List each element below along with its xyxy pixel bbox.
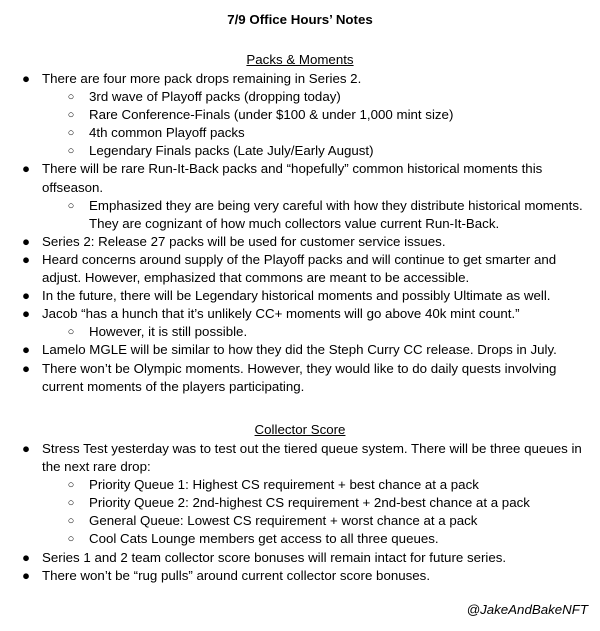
list-item: ● There won’t be Olympic moments. However, they would like to do daily quests involving current moments of the players participating. (0, 360, 600, 396)
sub-list-item: ○ Rare Conference-Finals (under $100 & under 1,000 mint size) (0, 106, 600, 124)
author-signature: @JakeAndBakeNFT (466, 602, 588, 617)
sub-list-item: ○ Priority Queue 2: 2nd-highest CS requirement + 2nd-best chance at a pack (0, 494, 600, 512)
bullet-icon: ● (21, 71, 31, 86)
sub-list-item: ○ Emphasized they are being very careful with how they distribute historical moments. They are cognizant of how much collectors value current Run-It-Back. (0, 197, 600, 233)
hollow-bullet-icon: ○ (67, 533, 75, 546)
sub-list-item: ○ Legendary Finals packs (Late July/Early August) (0, 142, 600, 160)
sub-list-item: ○ Priority Queue 1: Highest CS requirement + best chance at a pack (0, 476, 600, 494)
bullet-icon: ● (21, 342, 31, 358)
list-item: ● Stress Test yesterday was to test out the tiered queue system. There will be three queues in the next rare drop: (0, 440, 600, 476)
list-item: ● Lamelo MGLE will be similar to how they did the Steph Curry CC release. Drops in July. (0, 341, 600, 359)
bullet-icon: ● (21, 360, 31, 376)
hollow-bullet-icon: ○ (67, 109, 75, 122)
sub-list-item: ○ Cool Cats Lounge members get access to all three queues. (0, 530, 600, 548)
list-item: ● Series 2: Release 27 packs will be used for customer service issues. (0, 233, 600, 251)
bullet-icon: ● (21, 288, 31, 304)
list-item: ● Heard concerns around supply of the Playoff packs and will continue to get smarter and adjust. However, emphasized that commons are meant to be accessible. (0, 251, 600, 287)
list-item: ● In the future, there will be Legendary historical moments and possibly Ultimate as well. (0, 287, 600, 305)
packs-list (0, 70, 600, 396)
sub-list-item: ○ 4th common Playoff packs (0, 124, 600, 142)
list-item: ● Series 1 and 2 team collector score bonuses will remain intact for future series. (0, 549, 600, 567)
bullet-icon: ● (21, 251, 31, 267)
section-heading-collector: Collector Score (254, 422, 346, 437)
list-item: ● Jacob “has a hunch that it’s unlikely CC+ moments will go above 40k mint count.” (0, 305, 600, 323)
hollow-bullet-icon: ○ (67, 199, 75, 212)
list-item: ● There will be rare Run-It-Back packs and “hopefully” common historical moments this offseason. (0, 160, 600, 196)
bullet-icon: ● (21, 161, 31, 177)
bullet-icon: ● (21, 567, 31, 583)
hollow-bullet-icon: ○ (67, 127, 75, 140)
page-title: 7/9 Office Hours’ Notes (227, 12, 373, 27)
collector-list (0, 440, 600, 585)
hollow-bullet-icon: ○ (67, 145, 75, 158)
sub-list-item: ○ However, it is still possible. (0, 323, 600, 341)
bullet-icon: ● (21, 233, 31, 249)
list-item: ● There won’t be “rug pulls” around current collector score bonuses. (0, 567, 600, 585)
section-heading-packs: Packs & Moments (246, 52, 354, 67)
bullet-icon: ● (21, 549, 31, 565)
bullet-icon: ● (21, 306, 31, 322)
hollow-bullet-icon: ○ (67, 479, 75, 492)
list-item: ● There are four more pack drops remaining in Series 2. (0, 70, 600, 88)
hollow-bullet-icon: ○ (67, 497, 75, 510)
hollow-bullet-icon: ○ (67, 326, 75, 339)
hollow-bullet-icon: ○ (67, 515, 75, 528)
hollow-bullet-icon: ○ (67, 91, 75, 104)
sub-list-item: ○ 3rd wave of Playoff packs (dropping today) (0, 88, 600, 106)
bullet-icon: ● (21, 441, 31, 456)
sub-list-item: ○ General Queue: Lowest CS requirement + worst chance at a pack (0, 512, 600, 530)
